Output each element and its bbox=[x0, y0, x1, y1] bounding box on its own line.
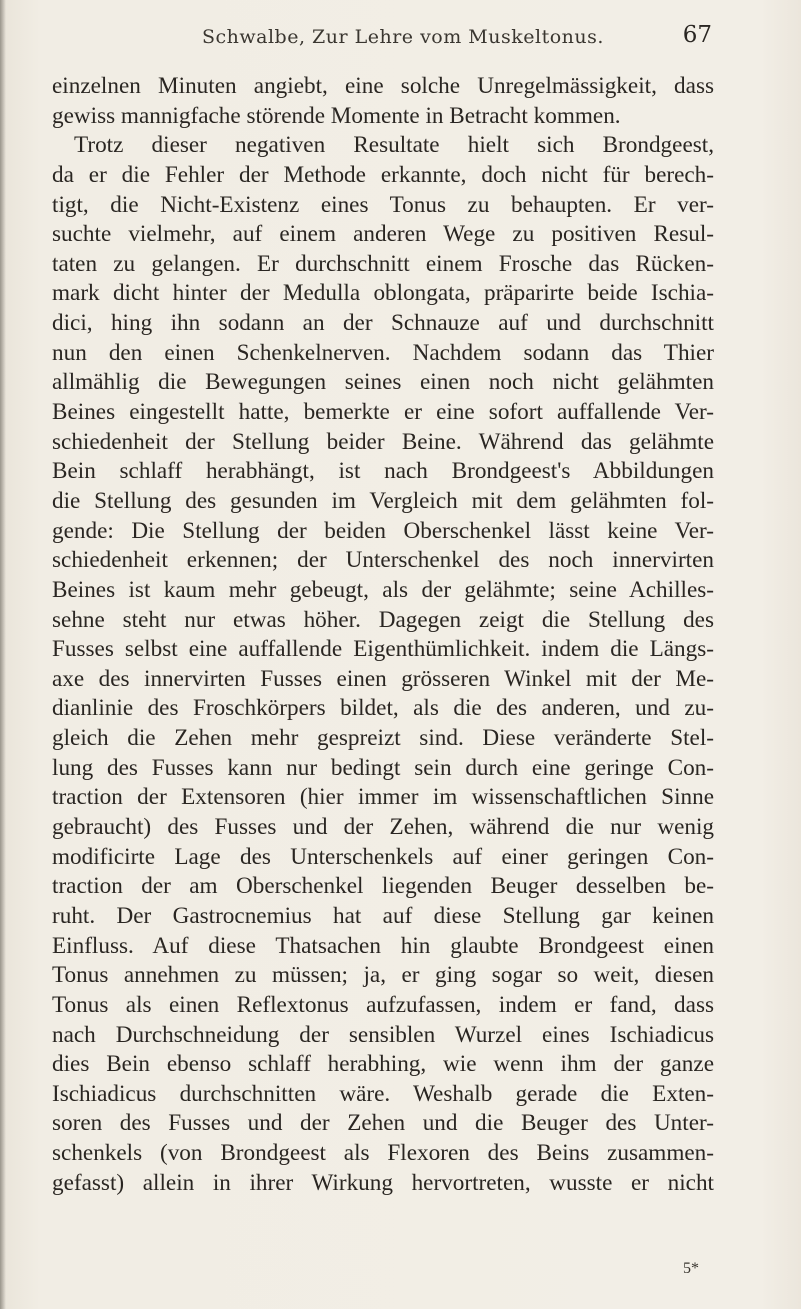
text-line: allmählig die Bewegungen seines einen noch nicht gelähmten bbox=[52, 369, 714, 396]
running-head: Schwalbe, Zur Lehre vom Muskeltonus. bbox=[202, 26, 604, 48]
text-line: Beines ist kaum mehr gebeugt, als der gelähmte; seine Achilles- bbox=[52, 576, 714, 603]
spine-shadow bbox=[0, 0, 6, 1309]
text-line: axe des innervirten Fusses einen grösseren Winkel mit der Me- bbox=[52, 665, 714, 692]
text-line: traction der am Oberschenkel liegenden Beuger desselben be- bbox=[52, 873, 714, 900]
text-line: mark dicht hinter der Medulla oblongata, präparirte beide Ischia- bbox=[52, 280, 714, 307]
body-text bbox=[52, 72, 714, 1198]
text-line: ruht. Der Gastrocnemius hat auf diese Stellung gar keinen bbox=[52, 902, 714, 929]
text-line: traction der Extensoren (hier immer im wissenschaftlichen Sinne bbox=[52, 784, 714, 811]
text-line: tigt, die Nicht-Existenz eines Tonus zu behaupten. Er ver- bbox=[52, 191, 714, 218]
text-line: gleich die Zehen mehr gespreizt sind. Diese veränderte Stel- bbox=[52, 725, 714, 752]
text-line: taten zu gelangen. Er durchschnitt einem Frosche das Rücken- bbox=[52, 250, 714, 277]
text-line: die Stellung des gesunden im Vergleich mit dem gelähmten fol- bbox=[52, 487, 714, 514]
text-line: Ischiadicus durchschnitten wäre. Weshalb gerade die Exten- bbox=[52, 1080, 714, 1107]
text-line: Tonus als einen Reflextonus aufzufassen, indem er fand, dass bbox=[52, 991, 714, 1018]
text-line: schiedenheit erkennen; der Unterschenkel des noch innervirten bbox=[52, 547, 714, 574]
text-line: gebraucht) des Fusses und der Zehen, während die nur wenig bbox=[52, 814, 714, 841]
text-line: gende: Die Stellung der beiden Oberschenkel lässt keine Ver- bbox=[52, 517, 714, 544]
text-line: Tonus annehmen zu müssen; ja, er ging sogar so weit, diesen bbox=[52, 962, 714, 989]
text-line: schiedenheit der Stellung beider Beine. Während das gelähmte bbox=[52, 428, 714, 455]
text-line: dies Bein ebenso schlaff herabhing, wie wenn ihm der ganze bbox=[52, 1051, 714, 1078]
text-line: nun den einen Schenkelnerven. Nachdem sodann das Thier bbox=[52, 339, 714, 366]
text-line: da er die Fehler der Methode erkannte, doch nicht für berech- bbox=[52, 161, 714, 188]
text-line: dianlinie des Froschkörpers bildet, als die des anderen, und zu- bbox=[52, 695, 714, 722]
text-line: einzelnen Minuten angiebt, eine solche Unregelmässigkeit, dass bbox=[52, 73, 714, 99]
text-line: Einfluss. Auf diese Thatsachen hin glaubte Brondgeest einen bbox=[52, 932, 714, 959]
text-line: Trotz dieser negativen Resultate hielt sich Brondgeest, bbox=[74, 132, 714, 159]
text-line: schenkels (von Brondgeest als Flexoren des Beins zusammen- bbox=[52, 1140, 714, 1167]
text-line: modificirte Lage des Unterschenkels auf einer geringen Con- bbox=[52, 843, 714, 870]
text-line: soren des Fusses und der Zehen und die Beuger des Unter- bbox=[52, 1110, 714, 1137]
text-line: Beines eingestellt hatte, bemerkte er eine sofort auffallende Ver- bbox=[52, 399, 714, 426]
text-line: lung des Fusses kann nur bedingt sein durch eine geringe Con- bbox=[52, 754, 714, 781]
text-line: gefasst) allein in ihrer Wirkung hervortreten, wusste er nicht bbox=[52, 1169, 714, 1196]
text-line: gewiss mannigfache störende Momente in Betracht kommen. bbox=[52, 102, 621, 129]
signature-mark: 5* bbox=[683, 1260, 699, 1277]
text-line: Fusses selbst eine auffallende Eigenthümlichkeit. indem die Längs- bbox=[52, 636, 714, 663]
page-number: 67 bbox=[682, 22, 712, 48]
text-line: nach Durchschneidung der sensiblen Wurzel eines Ischiadicus bbox=[52, 1021, 714, 1048]
text-line: dici, hing ihn sodann an der Schnauze auf und durchschnitt bbox=[52, 310, 714, 337]
text-line: suchte vielmehr, auf einem anderen Wege zu positiven Resul- bbox=[52, 221, 714, 248]
text-line: Bein schlaff herabhängt, ist nach Brondgeest's Abbildungen bbox=[52, 458, 714, 485]
text-line: sehne steht nur etwas höher. Dagegen zeigt die Stellung des bbox=[52, 606, 714, 633]
page-header bbox=[52, 18, 712, 58]
